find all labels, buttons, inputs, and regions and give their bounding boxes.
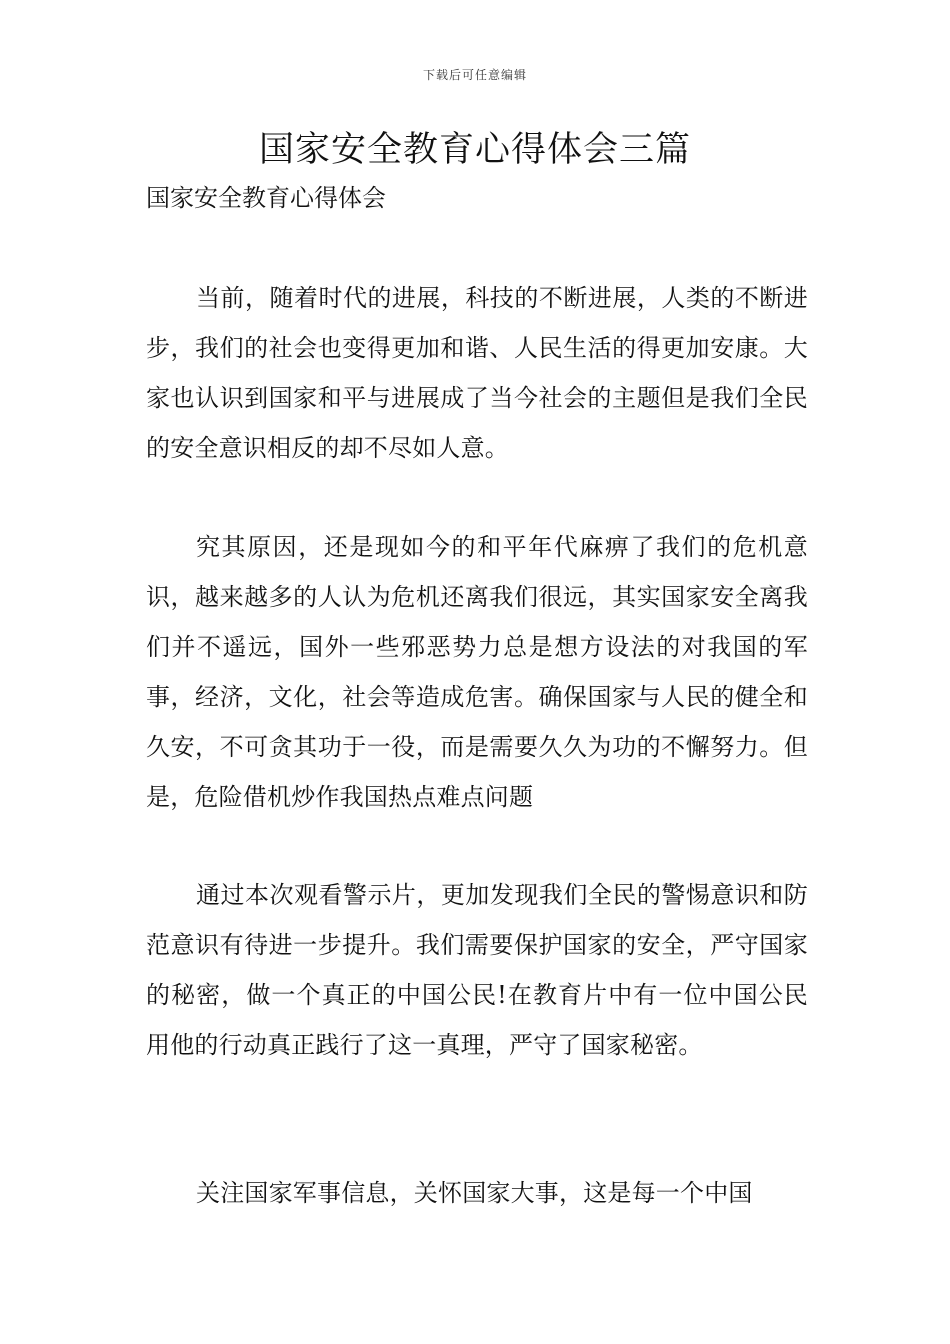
document-title: 国家安全教育心得体会三篇 [258,130,691,170]
paragraph-3: 通过本次观看警示片，更加发现我们全民的警惕意识和防范意识有待进一步提升。我们需要保护国家的安全，严守国家的秘密，做一个真正的中国公民!在教育片中有一位中国公民用他的行动真正践行了这一真理，严守了国家秘密。 [146,881,808,1059]
paragraph-4: 关注国家军事信息，关怀国家大事，这是每一个中国 [196,1179,753,1207]
paragraph-1: 当前，随着时代的进展，科技的不断进展，人类的不断进步，我们的社会也变得更加和谐、人民生活的得更加安康。大家也认识到国家和平与进展成了当今社会的主题但是我们全民的安全意识相反的却不尽如人意。 [146,284,808,462]
document-subtitle: 国家安全教育心得体会 [146,184,386,212]
header-note: 下载后可任意编辑 [422,68,527,82]
paragraph-2: 究其原因，还是现如今的和平年代麻痹了我们的危机意识，越来越多的人认为危机还离我们很远，其实国家安全离我们并不遥远，国外一些邪恶势力总是想方设法的对我国的军事，经济，文化，社会等造成危害。确保国家与人民的健全和久安，不可贪其功于一役，而是需要久久为功的不懈努力。但是，危险借机炒作我国热点难点问题 [146,533,808,811]
